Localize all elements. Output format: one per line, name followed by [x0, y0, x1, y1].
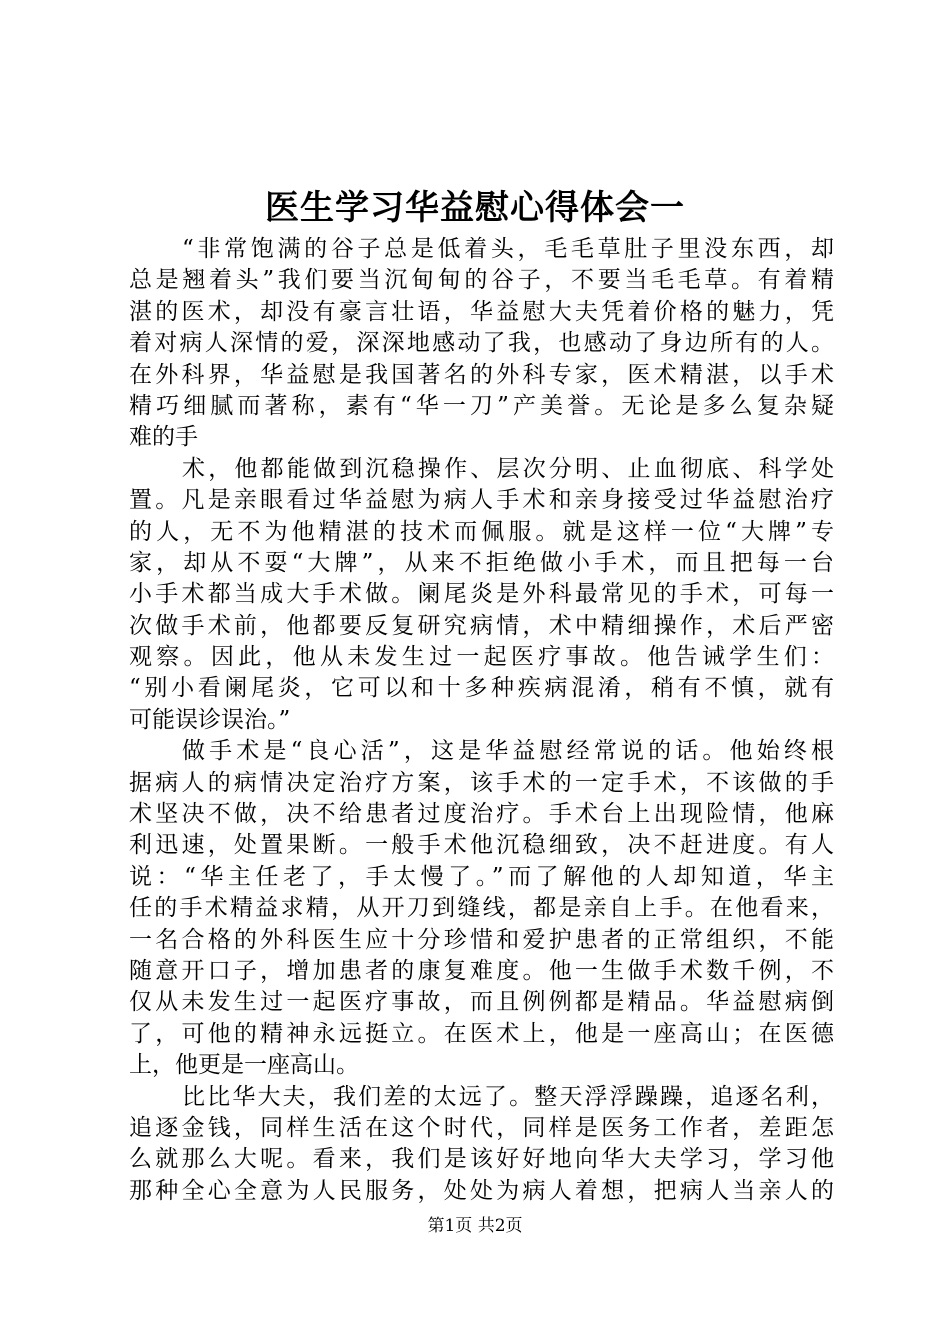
text-line: 小手术都当成大手术做。阑尾炎是外科最常见的手术，可每一	[129, 581, 834, 608]
text-line: 仅从未发生过一起医疗事故，而且例例都是精品。华益慰病倒	[129, 989, 834, 1016]
text-line: 了，可他的精神永远挺立。在医术上，他是一座高山；在医德	[129, 1020, 834, 1047]
text-line: 说：“华主任老了，手太慢了。”而了解他的人却知道，华主	[129, 863, 834, 890]
text-line: 家，却从不耍“大牌”，从来不拒绝做小手术，而且把每一台	[129, 549, 834, 576]
text-line: 那种全心全意为人民服务，处处为病人着想，把病人当亲人的	[129, 1177, 834, 1204]
document-title: 医生学习华益慰心得体会一	[265, 188, 685, 228]
paragraph	[129, 454, 834, 737]
text-line: 上，他更是一座高山。	[129, 1052, 359, 1079]
text-line: 么就那么大呢。看来，我们是该好好地向华大夫学习，学习他	[129, 1146, 834, 1173]
text-line: 湛的医术，却没有豪言壮语，华益慰大夫凭着价格的魅力，凭	[129, 298, 834, 325]
text-line: “别小看阑尾炎，它可以和十多种疾病混淆，稍有不慎，就有	[129, 675, 834, 702]
text-line: 比比华大夫，我们差的太远了。整天浮浮躁躁，追逐名利，	[182, 1083, 834, 1110]
text-line: 观察。因此，他从未发生过一起医疗事故。他告诫学生们：	[129, 644, 834, 671]
text-line: 可能误诊误治。”	[129, 706, 291, 733]
page-number-footer: 第1页 共2页	[427, 1216, 523, 1236]
text-line: 次做手术前，他都要反复研究病情，术中精细操作，术后严密	[129, 612, 834, 639]
text-line: “非常饱满的谷子总是低着头，毛毛草肚子里没东西，却	[182, 236, 834, 262]
text-line: 据病人的病情决定治疗方案，该手术的一定手术，不该做的手	[129, 769, 834, 796]
text-line: 随意开口子，增加患者的康复难度。他一生做手术数千例，不	[129, 957, 834, 984]
text-line: 精巧细腻而著称，素有“华一刀”产美誉。无论是多么复杂疑	[129, 392, 834, 419]
text-line: 做手术是“良心活”，这是华益慰经常说的话。他始终根	[182, 738, 834, 765]
text-line: 一名合格的外科医生应十分珍惜和爱护患者的正常组织，不能	[129, 926, 834, 953]
document-body	[129, 234, 834, 1207]
text-line: 术，他都能做到沉稳操作、层次分明、止血彻底、科学处	[182, 455, 834, 482]
text-line: 在外科界，华益慰是我国著名的外科专家，医术精湛，以手术	[129, 361, 834, 388]
text-line: 着对病人深情的爱，深深地感动了我，也感动了身边所有的人。	[129, 330, 834, 357]
text-line: 的人，无不为他精湛的技术而佩服。就是这样一位“大牌”专	[129, 518, 834, 545]
text-line: 任的手术精益求精，从开刀到缝线，都是亲自上手。在他看来，	[129, 895, 834, 922]
text-line: 追逐金钱，同样生活在这个时代，同样是医务工作者，差距怎	[129, 1114, 834, 1141]
paragraph	[129, 1082, 834, 1208]
text-line: 置。凡是亲眼看过华益慰为病人手术和亲身接受过华益慰治疗	[129, 487, 834, 514]
text-line: 利迅速，处置果断。一般手术他沉稳细致，决不赶进度。有人	[129, 832, 834, 859]
text-line: 总是翘着头”我们要当沉甸甸的谷子，不要当毛毛草。有着精	[129, 267, 834, 294]
text-line: 难的手	[129, 424, 198, 451]
paragraph	[129, 736, 834, 1081]
text-line: 术坚决不做，决不给患者过度治疗。手术台上出现险情，他麻	[129, 801, 834, 828]
paragraph	[129, 234, 834, 454]
